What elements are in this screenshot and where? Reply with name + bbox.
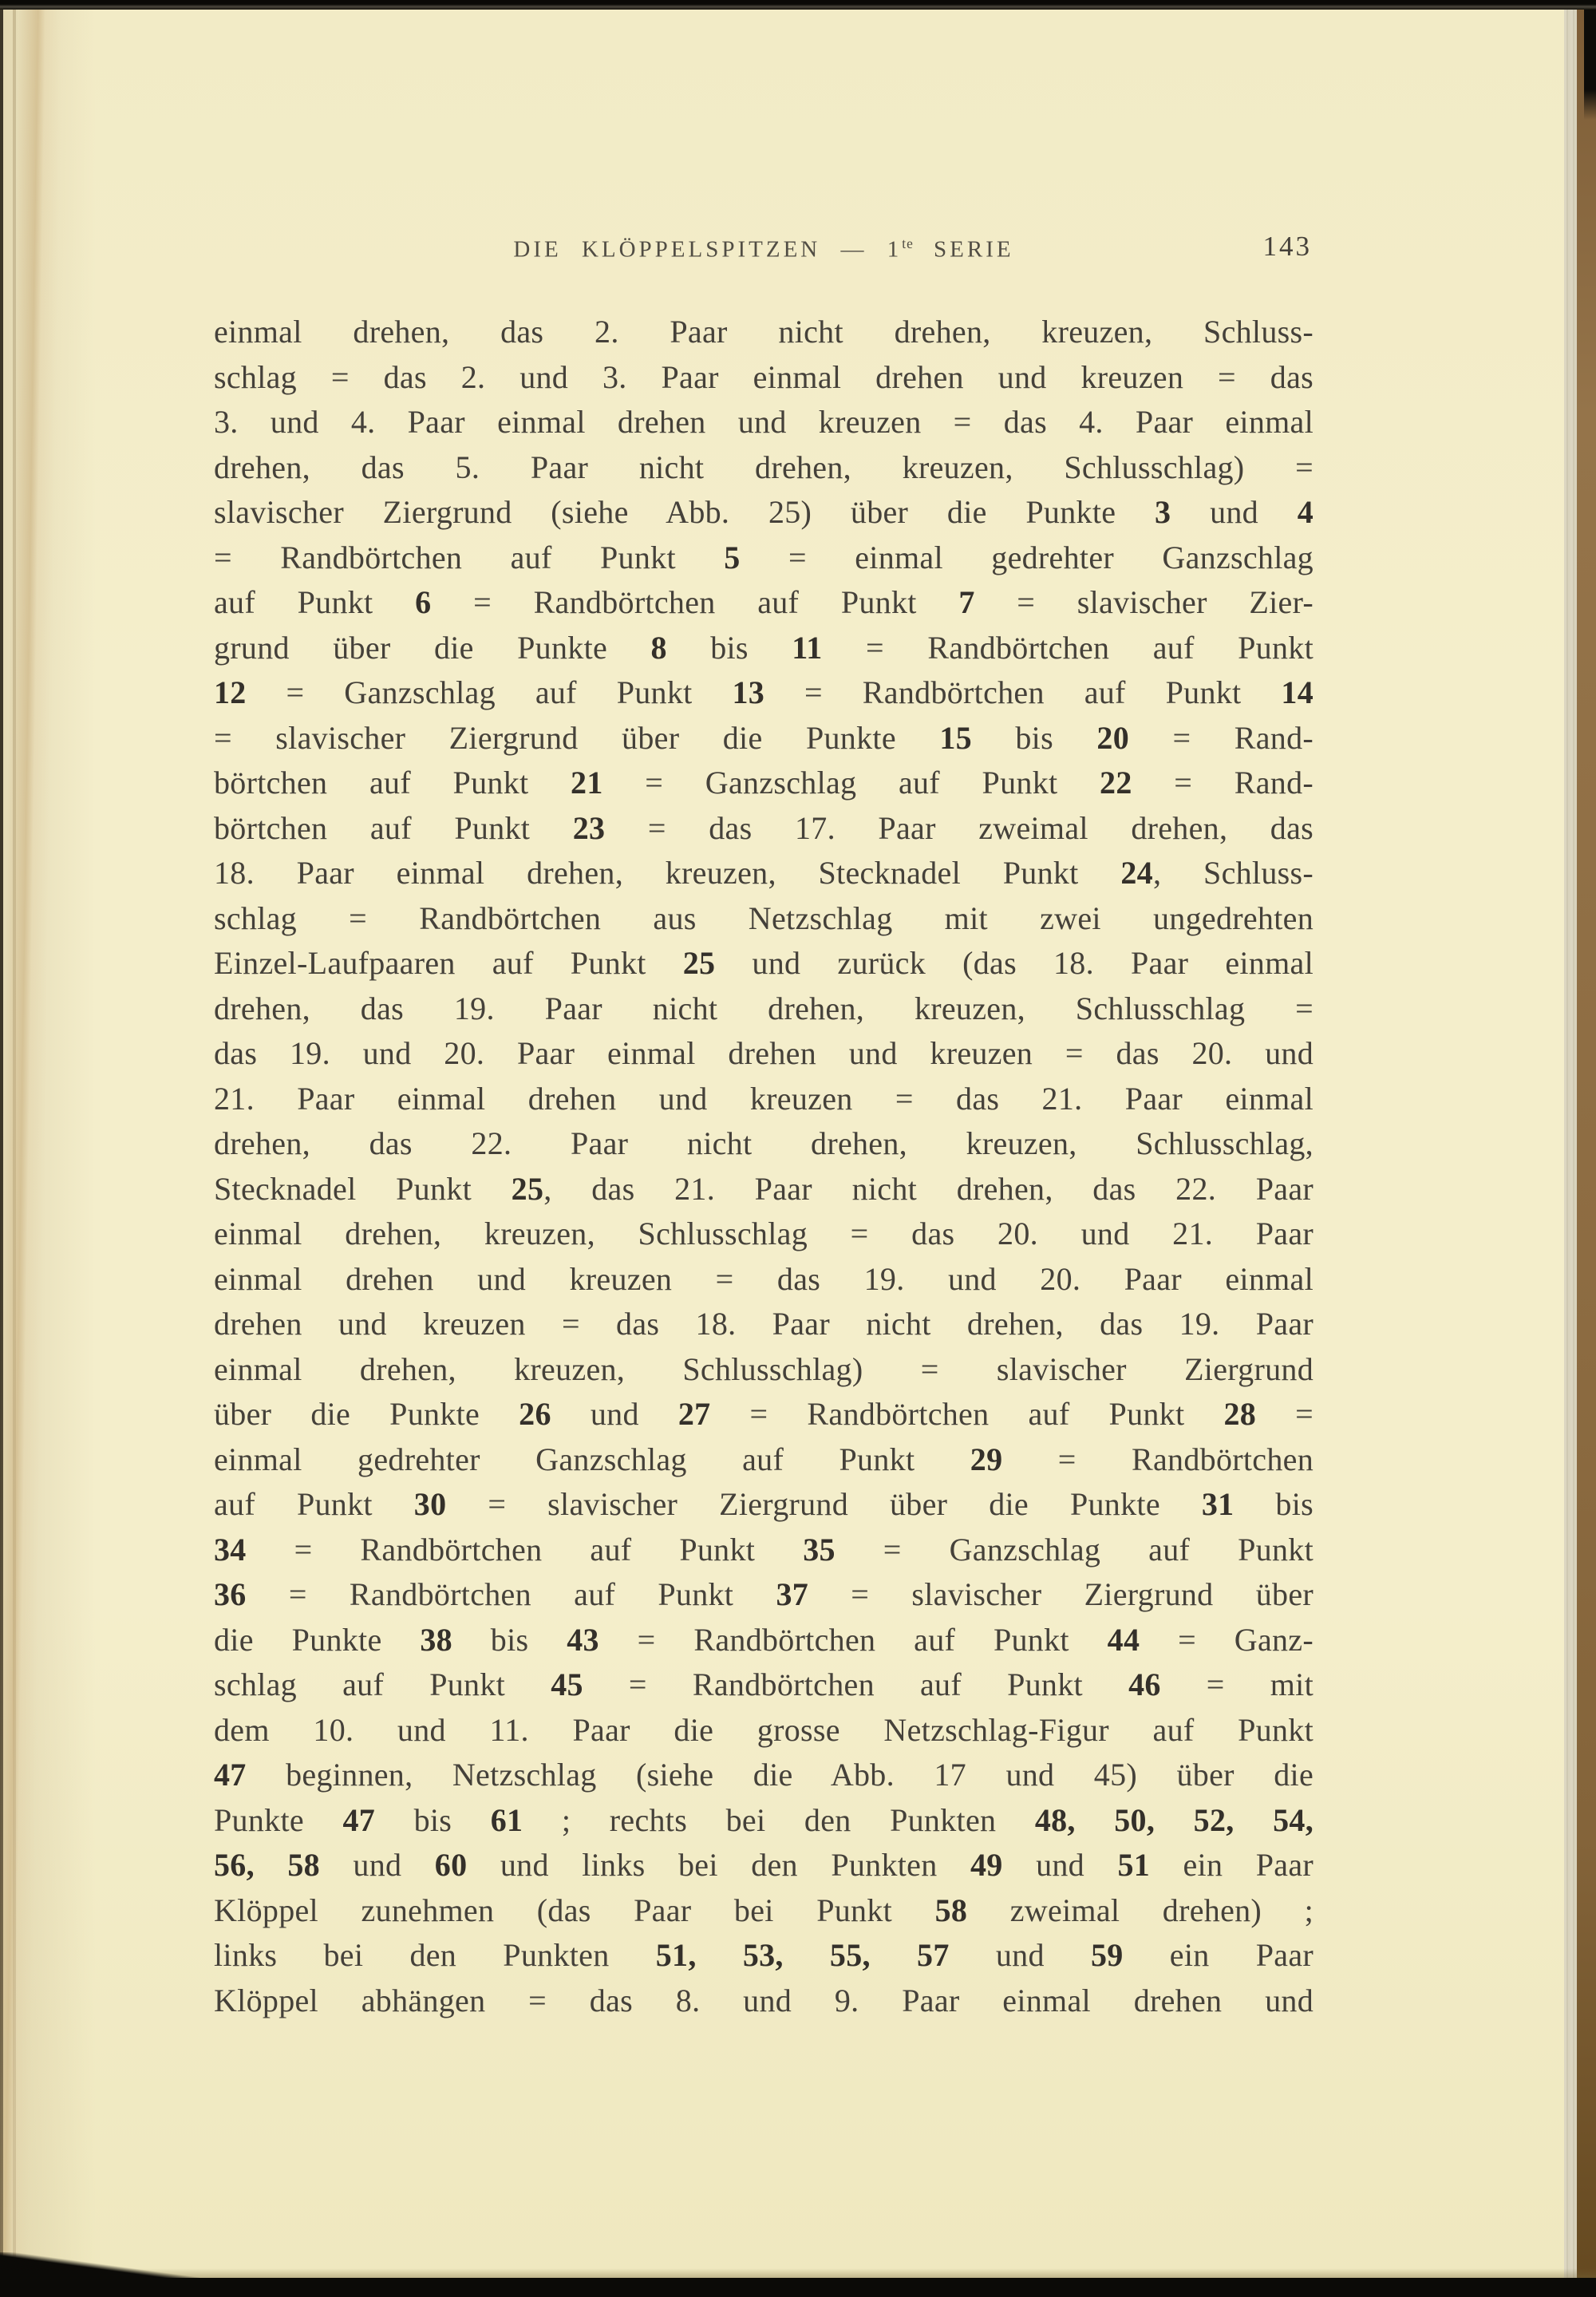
text-segment: bis [666,629,792,666]
point-number: 58 [934,1892,968,1928]
text-segment: drehen, das 5. Paar nicht drehen, kreuzen, Schlusschlag) = [214,449,1314,485]
text-segment: = Rand- [1129,719,1314,756]
point-number: 51, 53, 55, 57 [655,1937,950,1973]
text-segment: = einmal gedrehter Ganzschlag [740,539,1314,575]
point-number: 35 [803,1531,836,1568]
point-number: 24 [1120,855,1153,891]
running-title [214,235,1314,263]
text-segment: und [1002,1847,1118,1883]
text-segment: schlag = Randbörtchen aus Netzschlag mit zwei ungedrehten [214,899,1314,936]
text-segment: Stecknadel Punkt [214,1170,512,1207]
text-segment: = Ganzschlag auf Punkt [835,1531,1314,1568]
point-number: 11 [792,629,823,666]
point-number: 4 [1297,494,1314,530]
point-number: 29 [970,1441,1003,1477]
text-segment: = [1256,1396,1314,1432]
point-number: 34 [214,1531,247,1568]
text-segment: = mit [1160,1666,1314,1702]
text-line [214,1482,1314,1528]
text-segment: = slavischer Zier- [974,584,1314,620]
text-line [214,1528,1314,1573]
text-segment: = slavischer Ziergrund über die Punkte [214,719,940,756]
text-segment: börtchen auf Punkt [214,765,571,801]
running-header [214,231,1314,271]
scan-edge-bottom [0,2278,1596,2297]
text-line [214,626,1314,671]
text-segment: grund über die Punkte [214,629,651,666]
text-segment: drehen, das 22. Paar nicht drehen, kreuzen, Schlusschlag, [214,1125,1314,1161]
text-line [214,1618,1314,1663]
point-number: 5 [724,539,741,575]
text-line [214,310,1314,355]
text-line [214,1121,1314,1167]
text-segment: die Punkte [214,1621,421,1658]
text-line [214,1572,1314,1618]
text-segment: einmal drehen, kreuzen, Schlusschlag = das 20. und 21. Paar [214,1216,1314,1251]
text-segment: ; rechts bei den Punkten [523,1801,1035,1838]
text-segment: beginnen, Netzschlag (siehe die Abb. 17 und 45) über die [246,1757,1314,1793]
text-segment: = slavischer Ziergrund über [808,1576,1314,1612]
text-segment: und [551,1396,678,1432]
text-line [214,1798,1314,1844]
point-number: 47 [342,1801,376,1838]
text-segment: einmal drehen, das 2. Paar nicht drehen, kreuzen, Schluss- [214,314,1314,350]
text-segment: 18. Paar einmal drehen, kreuzen, Stecknadel Punkt [214,855,1121,891]
point-number: 28 [1223,1396,1257,1432]
text-segment: bis [971,719,1097,756]
text-line [214,1753,1314,1798]
page-number: 143 [1262,231,1312,262]
text-segment: slavischer Ziergrund (siehe Abb. 25) über die Punkte [214,494,1156,530]
running-title-suffix: SERIE [913,236,1014,263]
text-segment: , das 21. Paar nicht drehen, das 22. Paar [543,1170,1314,1207]
point-number: 47 [214,1757,247,1793]
point-number: 30 [413,1486,447,1522]
body-text [214,310,1314,2023]
point-number: 46 [1128,1666,1161,1702]
point-number: 56, 58 [214,1847,320,1883]
text-line [214,1302,1314,1347]
text-segment: = Randbörtchen auf Punkt [710,1396,1224,1432]
point-number: 48, 50, 52, 54, [1034,1801,1314,1838]
text-segment: und [1171,494,1298,530]
text-line [214,445,1314,491]
text-line [214,1031,1314,1077]
text-segment: und links bei den Punkten [467,1847,970,1883]
text-line [214,1933,1314,1979]
text-segment: bis [452,1621,567,1658]
text-segment: einmal drehen, kreuzen, Schlusschlag) = slavischer Ziergrund [214,1350,1314,1387]
page-block-edge [1564,0,1577,2297]
point-number: 43 [567,1621,599,1658]
text-line [214,1708,1314,1753]
text-line [214,670,1314,716]
text-line [214,355,1314,401]
point-number: 21 [571,765,603,801]
text-segment: = Randbörtchen auf Punkt [764,674,1282,710]
text-line [214,1347,1314,1393]
text-line [214,806,1314,852]
point-number: 59 [1090,1937,1124,1973]
text-segment: dem 10. und 11. Paar die grosse Netzschlag-Figur auf Punkt [214,1711,1314,1748]
text-segment: = Randbörtchen auf Punkt [598,1621,1108,1658]
text-line [214,1888,1314,1934]
point-number: 8 [650,629,667,666]
text-segment: = Randbörtchen auf Punkt [583,1666,1129,1702]
text-segment: schlag = das 2. und 3. Paar einmal drehen und kreuzen = das [214,358,1314,395]
point-number: 37 [776,1576,809,1612]
text-segment: drehen, das 19. Paar nicht drehen, kreuzen, Schlusschlag = [214,990,1314,1026]
scan-corner-top-right [1584,0,1596,120]
point-number: 36 [214,1576,247,1612]
text-segment: einmal drehen und kreuzen = das 19. und 20. Paar einmal [214,1260,1314,1297]
text-segment: ein Paar [1150,1847,1314,1883]
text-segment: und [319,1847,435,1883]
running-title-text: DIE KLÖPPELSPITZEN — 1 [513,236,903,263]
text-segment: = Ganzschlag auf Punkt [602,765,1100,801]
text-line [214,1167,1314,1212]
book-cover-edge [1577,0,1596,2297]
text-segment: = Randbörtchen [1002,1441,1314,1477]
text-segment: = Ganz- [1140,1621,1314,1658]
point-number: 25 [682,945,716,981]
point-number: 38 [420,1621,452,1658]
text-line [214,851,1314,896]
text-segment: links bei den Punkten [214,1937,656,1973]
text-line [214,1392,1314,1437]
point-number: 60 [434,1847,468,1883]
text-segment: = Randbörtchen auf Punkt [822,629,1314,666]
text-segment: ein Paar [1123,1937,1314,1973]
point-number: 14 [1281,674,1314,710]
text-line [214,490,1314,536]
text-segment: drehen und kreuzen = das 18. Paar nicht drehen, das 19. Paar [214,1306,1314,1342]
page-corner-curl [0,2252,200,2279]
text-segment: = Randbörtchen auf Punkt [246,1531,804,1568]
point-number: 15 [939,719,972,756]
point-number: 49 [970,1847,1003,1883]
text-segment: zweimal drehen) ; [967,1892,1314,1928]
text-segment: über die Punkte [214,1396,519,1432]
text-line [214,1257,1314,1303]
text-segment: und [949,1937,1091,1973]
text-line [214,1212,1314,1257]
point-number: 12 [214,674,247,710]
text-line [214,1077,1314,1122]
text-segment: , Schluss- [1152,855,1314,891]
text-line [214,896,1314,942]
text-segment: Punkte [214,1801,343,1838]
point-number: 7 [958,584,975,620]
text-segment: 21. Paar einmal drehen und kreuzen = das 21. Paar einmal [214,1080,1314,1117]
point-number: 27 [678,1396,711,1432]
text-line [214,761,1314,806]
scan-edge-top [0,0,1596,10]
point-number: 45 [551,1666,583,1702]
point-number: 25 [511,1170,544,1207]
text-line [214,536,1314,581]
text-line [214,1437,1314,1483]
text-segment: = Rand- [1132,765,1314,801]
text-line [214,580,1314,626]
text-line [214,941,1314,986]
page-bottom-shadow [0,2268,1596,2278]
text-segment: das 19. und 20. Paar einmal drehen und kreuzen = das 20. und [214,1035,1314,1071]
text-segment: börtchen auf Punkt [214,809,573,846]
text-line [214,1843,1314,1888]
point-number: 22 [1100,765,1132,801]
text-line [214,1662,1314,1708]
point-number: 26 [519,1396,551,1432]
text-line [214,1979,1314,2024]
text-segment: Klöppel zunehmen (das Paar bei Punkt [214,1892,935,1928]
point-number: 31 [1201,1486,1235,1522]
text-segment: und zurück (das 18. Paar einmal [715,945,1314,981]
text-line [214,986,1314,1032]
point-number: 20 [1096,719,1129,756]
text-segment: Einzel-Laufpaaren auf Punkt [214,945,683,981]
text-segment: einmal gedrehter Ganzschlag auf Punkt [214,1441,970,1477]
text-segment: = das 17. Paar zweimal drehen, das [605,809,1314,846]
point-number: 13 [732,674,765,710]
text-segment: schlag auf Punkt [214,1666,551,1702]
text-segment: = Ganzschlag auf Punkt [246,674,733,710]
point-number: 3 [1155,494,1171,530]
point-number: 23 [572,809,606,846]
text-segment: = Randbörtchen auf Punkt [431,584,959,620]
text-segment: 3. und 4. Paar einmal drehen und kreuzen = das 4. Paar einmal [214,404,1314,440]
text-segment: = Randbörtchen auf Punkt [214,539,725,575]
point-number: 44 [1107,1621,1140,1658]
text-segment: = slavischer Ziergrund über die Punkte [446,1486,1202,1522]
point-number: 51 [1117,1847,1151,1883]
point-number: 6 [415,584,432,620]
text-line [214,716,1314,761]
text-segment: bis [1234,1486,1314,1522]
text-segment: auf Punkt [214,1486,414,1522]
point-number: 61 [490,1801,523,1838]
text-line [214,400,1314,445]
text-segment: auf Punkt [214,584,416,620]
text-segment: bis [375,1801,491,1838]
text-segment: = Randbörtchen auf Punkt [246,1576,776,1612]
running-title-superscript: te [902,235,914,251]
text-segment: Klöppel abhängen = das 8. und 9. Paar einmal drehen und [214,1982,1314,2018]
